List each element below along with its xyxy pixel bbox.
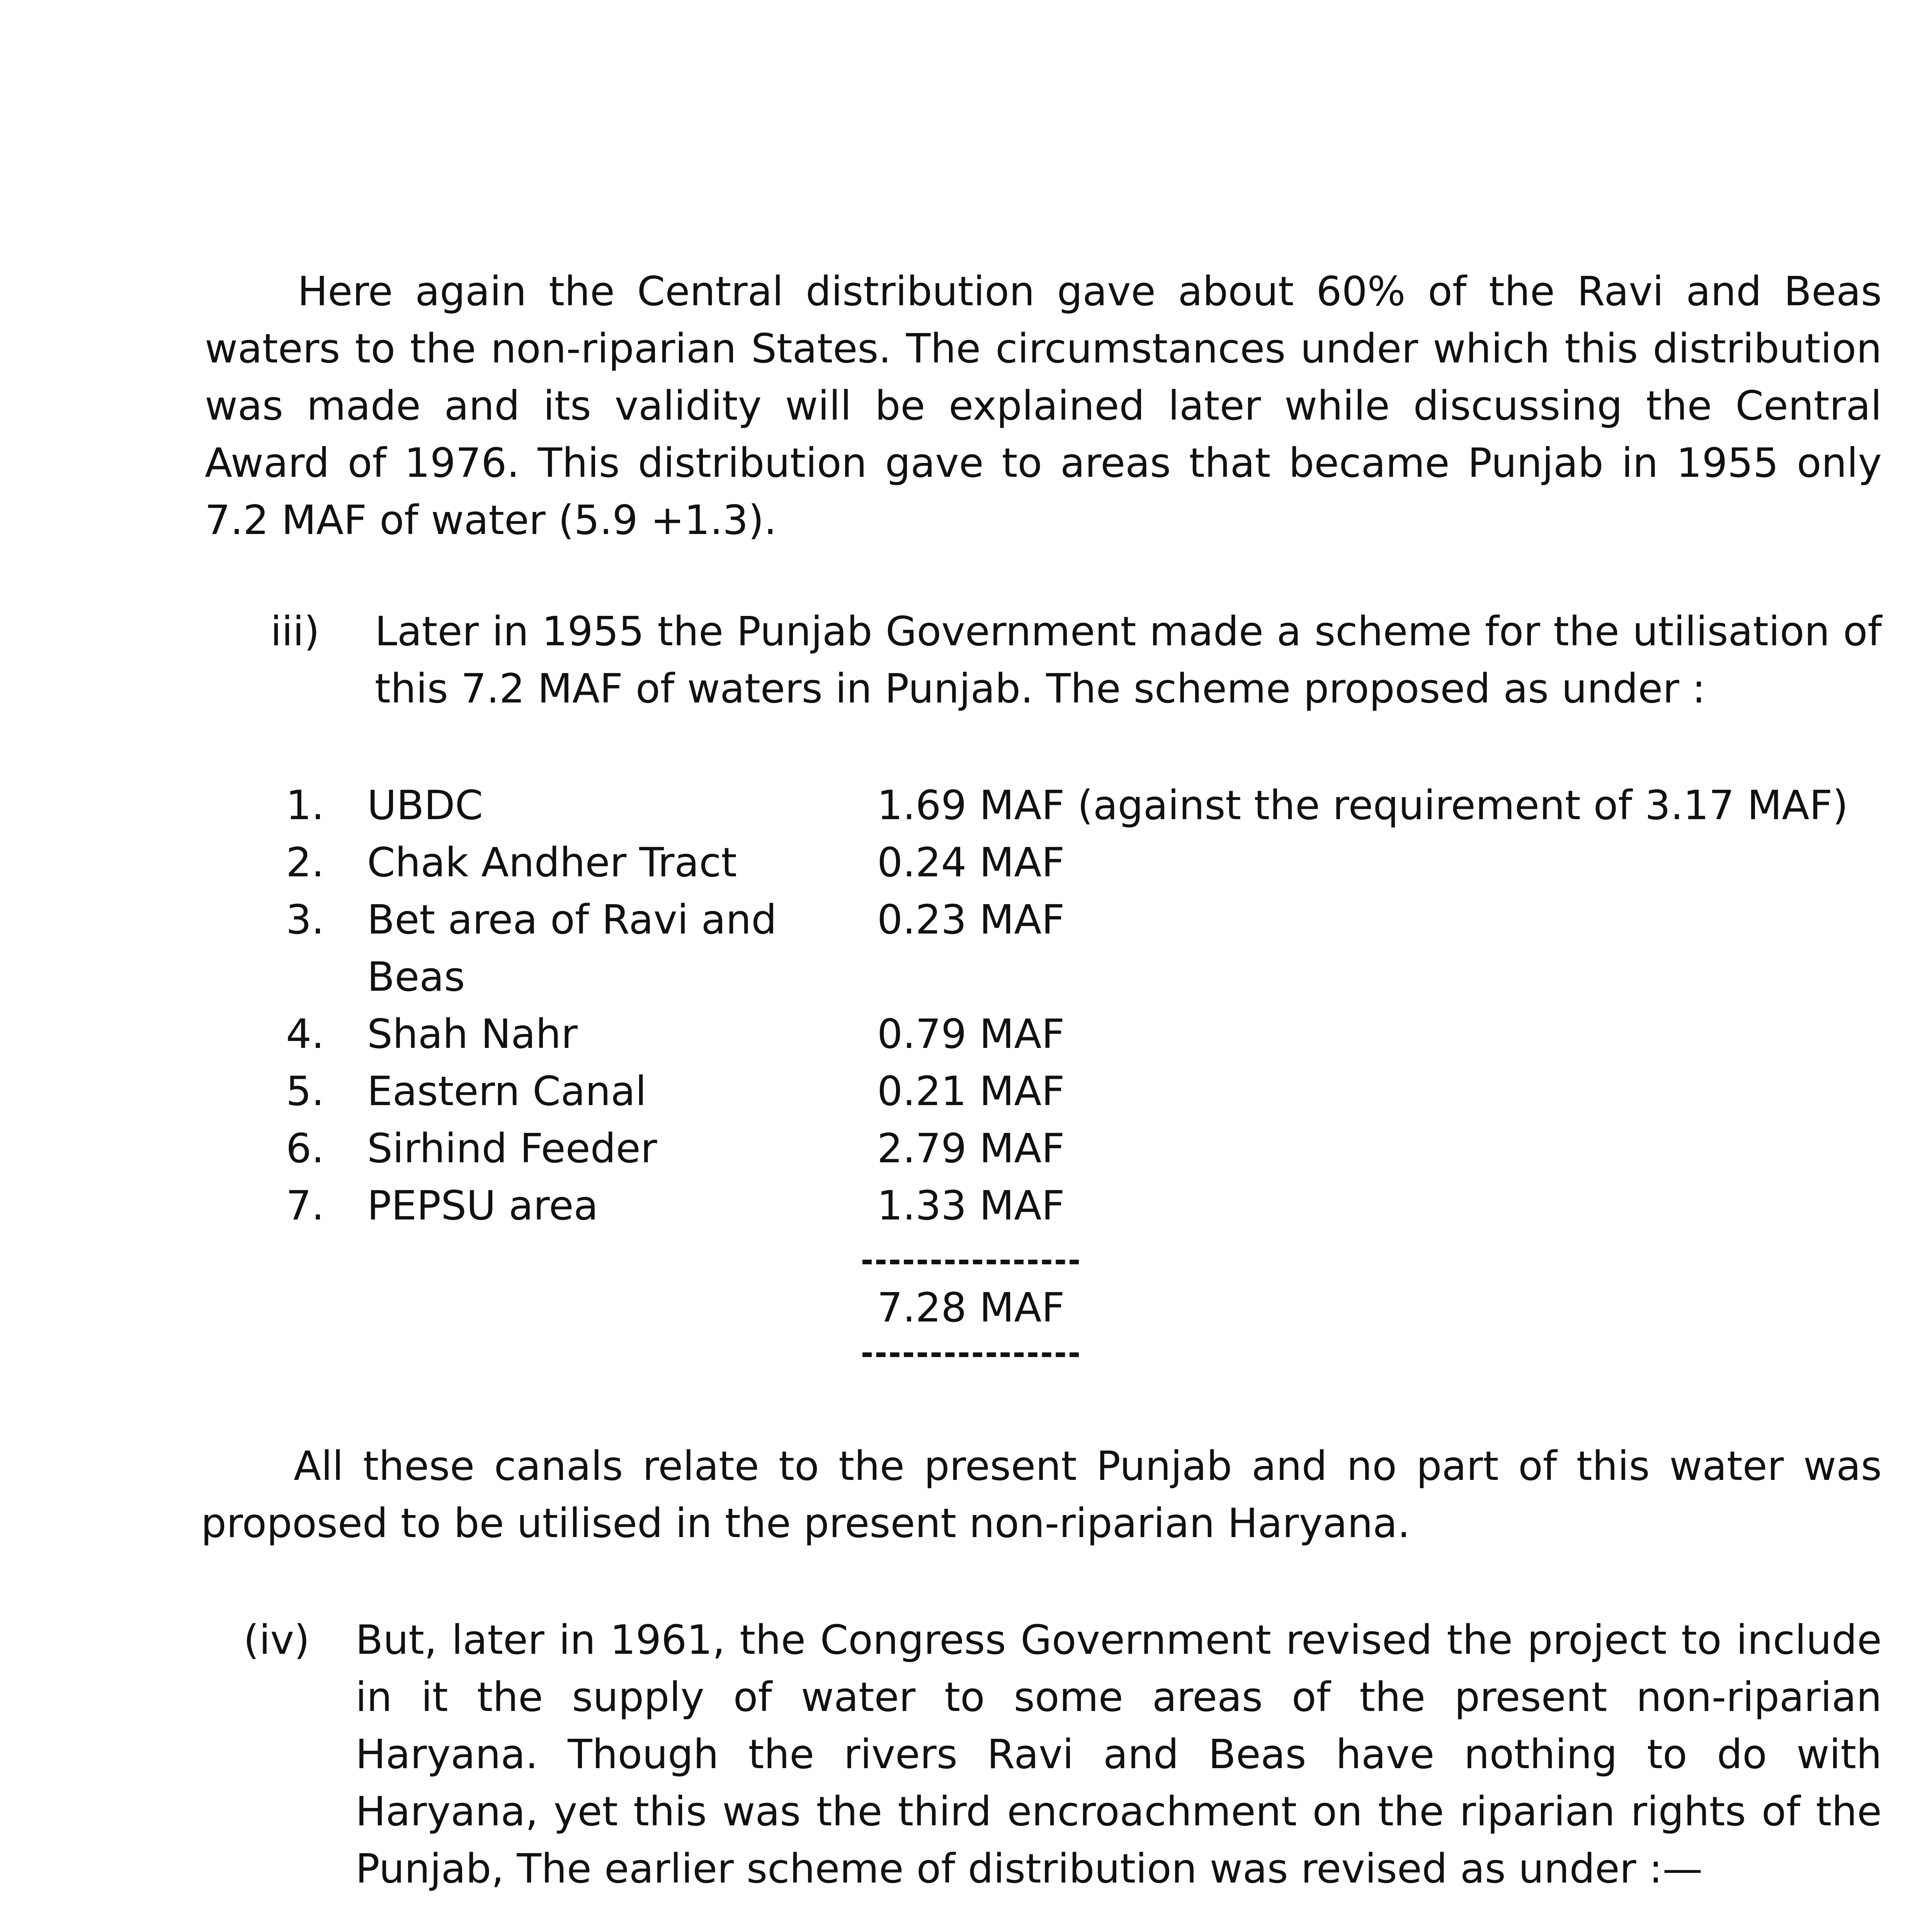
item-number: 2.	[286, 839, 325, 886]
item-value: 2.79 MAF	[877, 1125, 1065, 1172]
scheme-1955-list	[286, 777, 1909, 1234]
item-label: Shah Nahr	[367, 1010, 578, 1058]
item-number: 3.	[286, 896, 325, 943]
list-item	[286, 834, 1909, 891]
item-number: 5.	[286, 1068, 325, 1115]
item-value: 1.33 MAF	[877, 1182, 1065, 1229]
item-number: 7.	[286, 1182, 325, 1229]
list-item	[286, 1005, 1909, 1063]
section-iii-text: Later in 1955 the Punjab Government made a scheme for the utilisation of this 7.2 MAF of waters in Punjab. The scheme proposed as under :	[375, 608, 1882, 712]
item-value: 0.21 MAF	[877, 1068, 1065, 1115]
conclusion-paragraph: All these canals relate to the present Punjab and no part of this water was proposed to be utilised in the present non-riparian Haryana.	[201, 1442, 1882, 1547]
item-value: 1.69 MAF (against the requirement of 3.17 MAF)	[877, 782, 1848, 829]
list-item	[286, 1063, 1909, 1120]
intro-paragraph: Here again the Central distribution gave about 60% of the Ravi and Beas waters to the non-riparian States. The circumstances under which this distribution was made and its validity will be explained later while discussing the Central Award of 1976. This distribution gave to areas that became Punjab in 1955 only 7.2 MAF of water (5.9 +1.3).	[205, 268, 1882, 544]
item-label: UBDC	[367, 782, 483, 829]
item-label: PEPSU area	[367, 1182, 599, 1229]
item-value: 0.23 MAF	[877, 896, 1065, 943]
item-label: Sirhind Feeder	[367, 1125, 657, 1172]
list-item	[286, 1177, 1909, 1234]
item-value: 0.79 MAF	[877, 1010, 1065, 1058]
list-item	[286, 891, 1909, 1005]
item-label: Chak Andher Tract	[367, 839, 737, 886]
item-label: Bet area of Ravi and Beas	[367, 896, 777, 1000]
item-number: 4.	[286, 1010, 325, 1058]
item-value: 0.24 MAF	[877, 839, 1065, 886]
list-item	[286, 777, 1909, 834]
scheme-1955-total: 7.28 MAF	[877, 1284, 1065, 1331]
item-label: Eastern Canal	[367, 1068, 647, 1115]
list-item	[286, 1120, 1909, 1177]
total-rule-bottom	[862, 1352, 1079, 1357]
section-iii-marker: iii)	[270, 608, 320, 655]
section-iv-marker: (iv)	[243, 1616, 310, 1663]
item-number: 1.	[286, 782, 325, 829]
item-number: 6.	[286, 1125, 325, 1172]
total-rule-top	[862, 1260, 1079, 1264]
section-iv-text: But, later in 1961, the Congress Government revised the project to include in it the supply of water to some areas of the present non-riparian Haryana. Though the rivers Ravi and Beas have nothing to do with Haryana, yet this was the third encroachment on the riparian rights of the Punjab, The earlier scheme of distribution was revised as under :—	[355, 1616, 1882, 1892]
